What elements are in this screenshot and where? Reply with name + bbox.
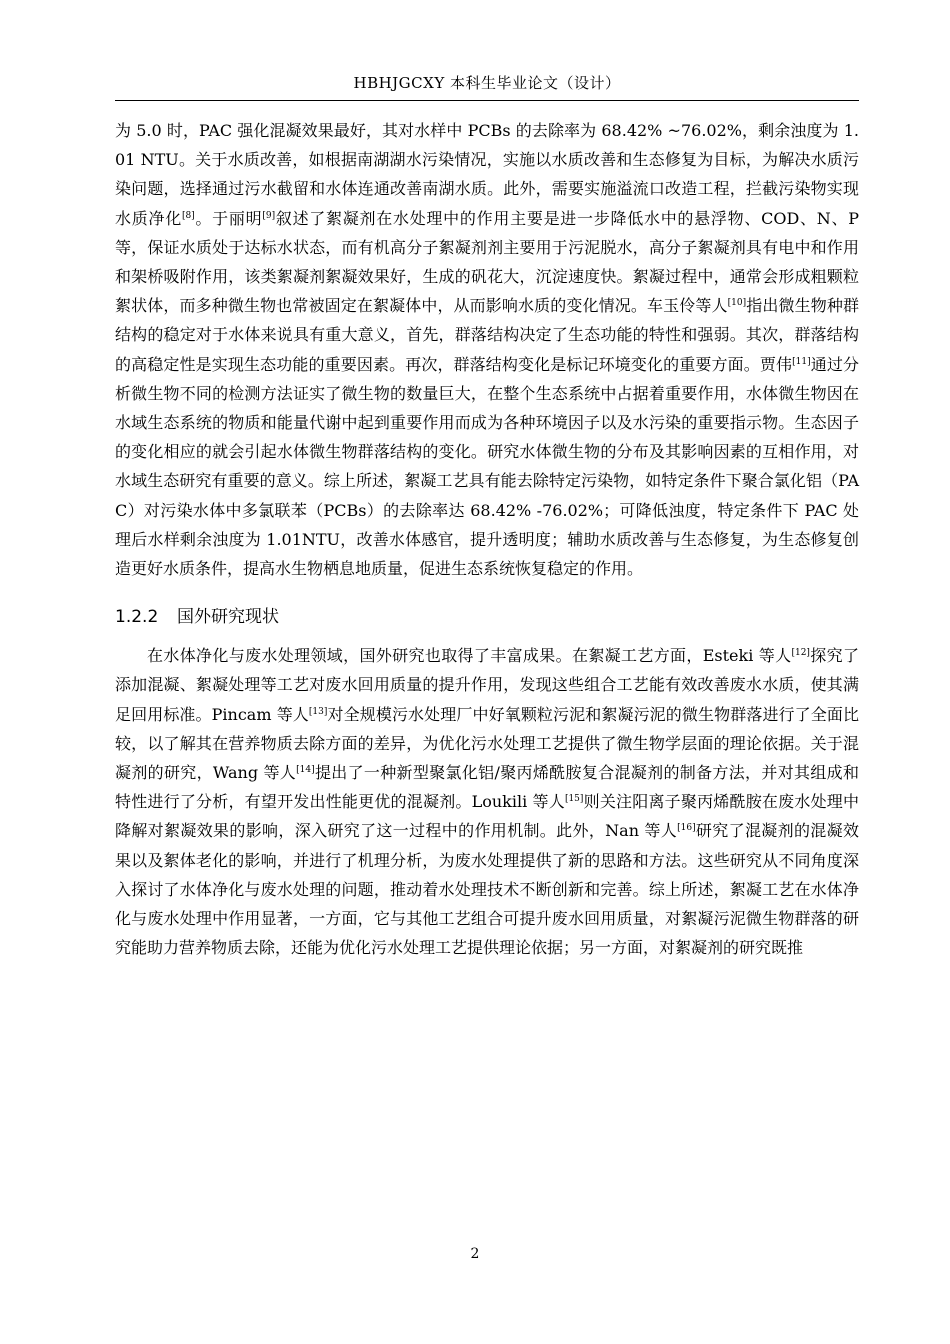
citation: [16]: [677, 823, 696, 834]
paragraph-text: 在水体净化与废水处理领域，国外研究也取得了丰富成果。在絮凝工艺方面，Esteki 等人: [147, 646, 792, 666]
paragraph-domestic-research: [115, 116, 859, 583]
citation: [8]: [181, 210, 195, 221]
paragraph-text: 研究了混凝剂的混凝效果以及絮体老化的影响，并进行了机理分析，为废水处理提供了新的思路和方法。这些研究从不同角度深入探讨了水体净化与废水处理的问题，推动着水处理技术不断创新和完善。综上所述，絮凝工艺在水体净化与废水处理中作用显著，一方面，它与其他工艺组合可提升废水回用质量，对絮凝污泥微生物群落的研究能助力营养物质去除，还能为优化污水处理工艺提供理论依据；另一方面，对絮凝剂的研究既推: [115, 821, 859, 958]
section-heading: [115, 603, 859, 631]
citation: [12]: [791, 648, 810, 659]
paragraph-text: 通过分析微生物不同的检测方法证实了微生物的数量巨大，在整个生态系统中占据着重要作用，水体微生物因在水域生态系统的物质和能量代谢中起到重要作用而成为各种环境因子以及水污染的重要指示物。生态因子的变化相应的就会引起水体微生物群落结构的变化。研究水体微生物的分布及其影响因素的互相作用，对水域生态研究有重要的意义。综上所述，絮凝工艺具有能去除特定污染物，如特定条件下聚合氯化铝（PAC）对污染水体中多氯联苯（PCBs）的去除率达 68.42% -76.02%；可降低浊度，特定条件下 PAC 处理后水样剩余浊度为 1.01NTU，改善水体感官，提升透明度；辅助水质改善与生态修复，为生态修复创造更好水质条件，提高水生物栖息地质量，促进生态系统恢复稳定的作用。: [115, 354, 859, 579]
paragraph-text: 指出微生物种群结构的稳定对于水体来说具有重大意义，首先，群落结构决定了生态功能的特性和强弱。其次，群落结构的高稳定性是实现生态功能的重要因素。再次，群落结构变化是标记环境变化的重要方面。贾伟: [115, 296, 859, 374]
body-text: [115, 116, 859, 962]
paragraph-foreign-research: [115, 641, 859, 962]
header-rule: [115, 100, 859, 101]
citation: [14]: [296, 765, 315, 776]
paragraph-text: 叙述了絮凝剂在水处理中的作用主要是进一步降低水中的悬浮物、COD、N、P 等，保证水质处于达标水状态，而有机高分子絮凝剂剂主要用于污泥脱水，高分子絮凝剂具有电中和作用和架桥吸附作用，该类絮凝剂絮凝效果好，生成的矾花大，沉淀速度快。絮凝过程中，通常会形成粗颗粒絮状体，而多种微生物也常被固定在絮凝体中，从而影响水质的变化情况。车玉伶等人: [115, 208, 859, 316]
citation: [13]: [308, 706, 328, 717]
section-title: 国外研究现状: [177, 607, 279, 628]
paragraph-text: 为 5.0 时，PAC 强化混凝效果最好，其对水样中 PCBs 的去除率为 68.42% ~76.02%，剩余浊度为 1.01 NTU。关于水质改善，如根据南湖湖水污染情况，实施以水质改善和生态修复为目标，为解决水质污染问题，选择通过污水截留和水体连通改善南湖水质。此外，需要实施溢流口改造工程，拦截污染物实现水质净化: [115, 121, 859, 228]
paragraph-text: 。于丽明: [194, 208, 263, 228]
running-header: HBHJGCXY 本科生毕业论文（设计）: [353, 74, 621, 92]
section-number: 1.2.2: [115, 607, 159, 628]
citation: [9]: [262, 210, 276, 221]
citation: [10]: [727, 298, 747, 309]
paragraph-text: 探究了添加混凝、絮凝处理等工艺对废水回用质量的提升作用，发现这些组合工艺能有效改善废水水质，使其满足回用标准。Pincam 等人: [115, 646, 859, 724]
paragraph-text: 则关注阳离子聚丙烯酰胺在废水处理中降解对絮凝效果的影响，深入研究了这一过程中的作用机制。此外，Nan 等人: [115, 792, 859, 841]
citation: [11]: [792, 356, 811, 367]
paragraph-text: 提出了一种新型聚氯化铝/聚丙烯酰胺复合混凝剂的制备方法，并对其组成和特性进行了分析，有望开发出性能更优的混凝剂。Loukili 等人: [115, 763, 859, 812]
page-number: 2: [470, 1246, 480, 1262]
citation: [15]: [564, 794, 584, 805]
paragraph-text: 对全规模污水处理厂中好氧颗粒污泥和絮凝污泥的微生物群落进行了全面比较，以了解其在营养物质去除方面的差异，为优化污水处理工艺提供了微生物学层面的理论依据。关于混凝剂的研究，Wang 等人: [115, 704, 859, 783]
